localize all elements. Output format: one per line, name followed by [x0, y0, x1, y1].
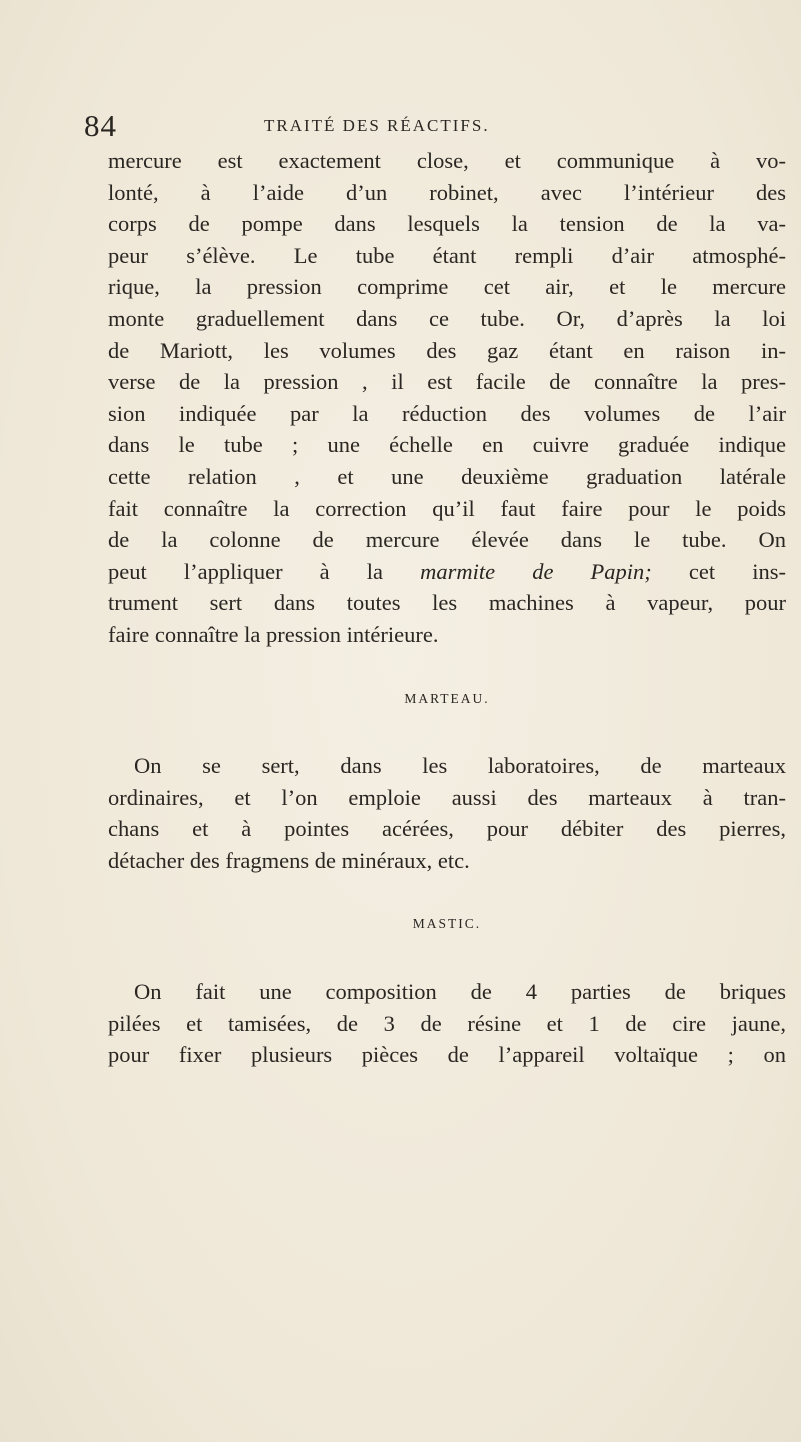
text-line: rique, la pression comprime cet air, et le mercure	[108, 274, 786, 300]
text-line: On fait une composition de 4 parties de briques	[134, 979, 786, 1005]
text-line: On se sert, dans les laboratoires, de marteaux	[134, 753, 786, 779]
spacer	[108, 876, 786, 908]
text-line-with-italic	[108, 556, 786, 588]
section-heading-marteau: MARTEAU.	[404, 690, 490, 706]
spacer	[108, 714, 786, 750]
text-line: monte graduellement dans ce tube. Or, d’après la loi	[108, 305, 786, 331]
section-heading-mastic: MASTIC.	[412, 916, 482, 932]
text-line: trument sert dans toutes les machines à vapeur, pour	[108, 590, 786, 616]
text-segment: peut l’appliquer à la	[108, 558, 421, 584]
text-line: peur s’élève. Le tube étant rempli d’air atmosphé-	[108, 242, 786, 268]
text-line: de la colonne de mercure élevée dans le tube. On	[108, 527, 786, 553]
text-line: pilées et tamisées, de 3 de résine et 1 de cire jaune,	[108, 1010, 786, 1036]
text-line: fait connaître la correction qu’il faut faire pour le poids	[108, 495, 786, 521]
text-line: faire connaître la pression intérieure.	[108, 621, 439, 647]
text-line: verse de la pression , il est facile de connaître la pres-	[108, 369, 786, 395]
running-head: TRAITÉ DES RÉACTIFS.	[264, 116, 490, 135]
spacer	[108, 940, 786, 976]
text-line: détacher des fragmens de minéraux, etc.	[108, 847, 470, 873]
text-line: de Mariott, les volumes des gaz étant en raison in-	[108, 337, 786, 363]
page-number: 84	[84, 108, 117, 143]
body-text	[108, 145, 786, 1071]
text-segment: cet ins-	[651, 558, 786, 584]
italic-term: marmite de Papin;	[420, 558, 652, 584]
text-line: chans et à pointes acérées, pour débiter des pierres,	[108, 816, 786, 842]
text-line: sion indiquée par la réduction des volumes de l’air	[108, 400, 786, 426]
text-line: lonté, à l’aide d’un robinet, avec l’intérieur des	[108, 179, 786, 205]
page-header	[84, 108, 784, 148]
spacer	[108, 651, 786, 683]
text-line: mercure est exactement close, et communique à vo-	[108, 148, 786, 173]
text-line: pour fixer plusieurs pièces de l’appareil voltaïque ; on	[108, 1042, 786, 1068]
text-line: cette relation , et une deuxième graduation latérale	[108, 463, 786, 489]
text-line: corps de pompe dans lesquels la tension de la va-	[108, 211, 786, 237]
text-line: ordinaires, et l’on emploie aussi des marteaux à tran-	[108, 784, 786, 810]
text-line: dans le tube ; une échelle en cuivre graduée indique	[108, 432, 786, 458]
